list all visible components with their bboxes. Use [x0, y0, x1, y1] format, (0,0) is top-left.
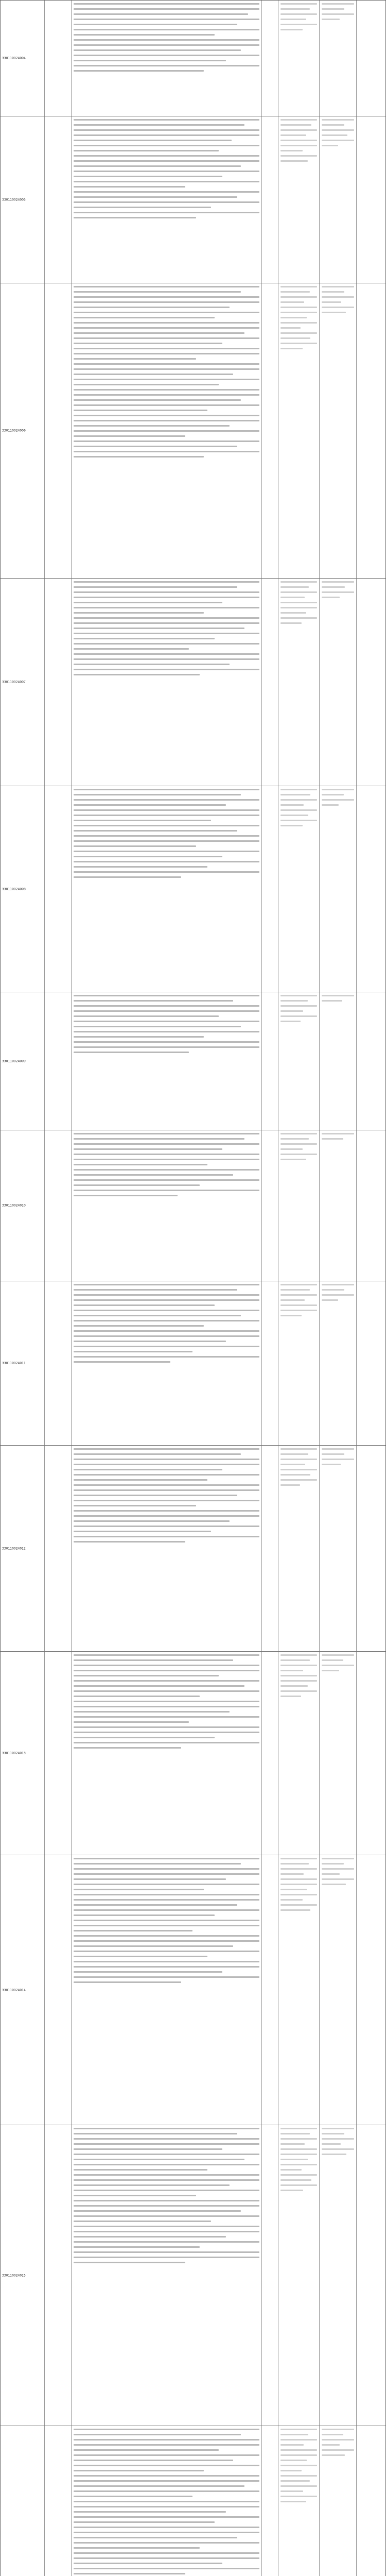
note-cell — [357, 2426, 385, 2576]
department-text — [322, 581, 354, 602]
legal-basis-cell — [72, 1855, 262, 2125]
note-cell — [357, 2125, 385, 2426]
responsibility-cell — [278, 1130, 320, 1281]
item-type-cell — [262, 1, 278, 116]
legal-basis-text — [74, 789, 259, 882]
item-code: 330110024005 — [2, 198, 26, 201]
table-row — [1, 116, 385, 283]
responsibility-text — [280, 1284, 317, 1320]
item-code: 330110024007 — [2, 680, 26, 684]
item-name-cell — [45, 579, 72, 786]
legal-basis-cell — [72, 1130, 262, 1281]
responsibility-text — [280, 2128, 317, 2195]
legal-basis-text — [74, 995, 259, 1057]
item-code-cell — [1, 992, 45, 1130]
item-name-cell — [45, 2426, 72, 2576]
responsibility-cell — [278, 2426, 320, 2576]
item-type-cell — [262, 283, 278, 578]
item-code-cell — [1, 283, 45, 578]
legal-basis-cell — [72, 1, 262, 116]
note-cell — [357, 283, 385, 578]
department-text — [322, 1858, 354, 1889]
department-cell — [320, 1281, 357, 1445]
department-cell — [320, 992, 357, 1130]
responsibility-cell — [278, 1446, 320, 1651]
responsibility-text — [280, 286, 317, 353]
legal-basis-text — [74, 1858, 259, 1987]
department-cell — [320, 2125, 357, 2426]
item-type-cell — [262, 2125, 278, 2426]
legal-basis-text — [74, 286, 259, 461]
legal-basis-cell — [72, 1281, 262, 1445]
item-name-cell — [45, 1, 72, 116]
responsibility-text — [280, 1654, 317, 1701]
department-cell — [320, 786, 357, 992]
table-row — [1, 1446, 385, 1652]
note-cell — [357, 992, 385, 1130]
legal-basis-text — [74, 1284, 259, 1366]
department-cell — [320, 1130, 357, 1281]
item-code-cell — [1, 1130, 45, 1281]
department-text — [322, 1284, 354, 1304]
item-code: 330110024010 — [2, 1204, 26, 1208]
item-code-cell — [1, 786, 45, 992]
item-type-cell — [262, 1281, 278, 1445]
department-text — [322, 789, 354, 809]
legal-basis-text — [74, 2128, 259, 2267]
responsibility-text — [280, 1448, 317, 1489]
note-cell — [357, 1446, 385, 1651]
responsibility-cell — [278, 579, 320, 786]
responsibility-cell — [278, 1652, 320, 1855]
department-cell — [320, 2426, 357, 2576]
item-name-cell — [45, 1446, 72, 1651]
department-text — [322, 1654, 354, 1675]
department-cell — [320, 283, 357, 578]
responsibility-text — [280, 581, 317, 628]
item-code: 330110024008 — [2, 887, 26, 891]
table-row — [1, 283, 385, 579]
item-code-cell — [1, 2125, 45, 2426]
table-row — [1, 2125, 385, 2426]
item-code: 330110024014 — [2, 1988, 26, 1992]
responsibility-cell — [278, 1281, 320, 1445]
responsibility-cell — [278, 1, 320, 116]
department-text — [322, 1133, 354, 1143]
item-name-cell — [45, 1130, 72, 1281]
legal-basis-cell — [72, 283, 262, 578]
item-code-cell — [1, 1652, 45, 1855]
department-text — [322, 119, 354, 150]
responsibility-text — [280, 789, 317, 830]
table-row — [1, 1652, 385, 1855]
item-type-cell — [262, 1130, 278, 1281]
item-code-cell — [1, 1446, 45, 1651]
department-text — [322, 3, 354, 24]
note-cell — [357, 116, 385, 283]
responsibility-cell — [278, 786, 320, 992]
item-name-cell — [45, 1855, 72, 2125]
item-code-cell — [1, 116, 45, 283]
table-row — [1, 1, 385, 116]
table-row — [1, 992, 385, 1130]
item-code: 330110024006 — [2, 429, 26, 433]
legal-basis-cell — [72, 116, 262, 283]
department-text — [322, 2128, 354, 2159]
table-row — [1, 786, 385, 992]
department-cell — [320, 579, 357, 786]
legal-basis-text — [74, 1133, 259, 1200]
item-code-cell — [1, 1, 45, 116]
item-code-cell — [1, 1281, 45, 1445]
item-name-cell — [45, 116, 72, 283]
item-type-cell — [262, 1855, 278, 2125]
department-cell — [320, 1, 357, 116]
table-row — [1, 1130, 385, 1281]
legal-basis-cell — [72, 2426, 262, 2576]
responsibility-text — [280, 2429, 317, 2506]
legal-basis-text — [74, 581, 259, 679]
item-type-cell — [262, 1652, 278, 1855]
responsibility-cell — [278, 992, 320, 1130]
item-name-cell — [45, 283, 72, 578]
note-cell — [357, 1281, 385, 1445]
legal-basis-text — [74, 2429, 259, 2576]
department-cell — [320, 1855, 357, 2125]
item-code: 330110024004 — [2, 56, 26, 60]
item-type-cell — [262, 1446, 278, 1651]
department-text — [322, 286, 354, 317]
legal-basis-cell — [72, 992, 262, 1130]
responsibility-text — [280, 3, 317, 34]
item-name-cell — [45, 2125, 72, 2426]
department-cell — [320, 1446, 357, 1651]
legal-basis-text — [74, 3, 259, 75]
responsibility-text — [280, 1858, 317, 1914]
table-row — [1, 2426, 385, 2576]
item-name-cell — [45, 1281, 72, 1445]
department-text — [322, 2429, 354, 2460]
legal-basis-cell — [72, 579, 262, 786]
department-cell — [320, 116, 357, 283]
note-cell — [357, 1130, 385, 1281]
legal-basis-text — [74, 119, 259, 222]
item-name-cell — [45, 1652, 72, 1855]
legal-basis-cell — [72, 2125, 262, 2426]
item-type-cell — [262, 786, 278, 992]
table-row — [1, 1855, 385, 2125]
item-type-cell — [262, 579, 278, 786]
legal-basis-cell — [72, 1446, 262, 1651]
department-text — [322, 1448, 354, 1469]
item-code: 330110024013 — [2, 1751, 26, 1755]
item-code: 330110024009 — [2, 1059, 26, 1063]
item-type-cell — [262, 116, 278, 283]
item-code: 330110024011 — [2, 1361, 26, 1365]
item-code: 330110024012 — [2, 1547, 26, 1550]
item-code-cell — [1, 1855, 45, 2125]
note-cell — [357, 1, 385, 116]
table-row — [1, 1281, 385, 1446]
responsibility-cell — [278, 1855, 320, 2125]
note-cell — [357, 1855, 385, 2125]
legal-basis-cell — [72, 1652, 262, 1855]
responsibility-cell — [278, 2125, 320, 2426]
item-code-cell — [1, 579, 45, 786]
responsibility-text — [280, 119, 317, 165]
item-type-cell — [262, 992, 278, 1130]
responsibility-text — [280, 1133, 317, 1164]
responsibility-cell — [278, 116, 320, 283]
legal-basis-text — [74, 1654, 259, 1752]
note-cell — [357, 786, 385, 992]
department-text — [322, 995, 354, 1005]
item-name-cell — [45, 992, 72, 1130]
item-code-cell — [1, 2426, 45, 2576]
department-cell — [320, 1652, 357, 1855]
legal-basis-cell — [72, 786, 262, 992]
item-type-cell — [262, 2426, 278, 2576]
legal-basis-text — [74, 1448, 259, 1546]
item-code: 330110024015 — [2, 2274, 26, 2277]
item-name-cell — [45, 786, 72, 992]
note-cell — [357, 1652, 385, 1855]
note-cell — [357, 579, 385, 786]
responsibility-text — [280, 995, 317, 1026]
table-row — [1, 579, 385, 786]
responsibility-cell — [278, 283, 320, 578]
